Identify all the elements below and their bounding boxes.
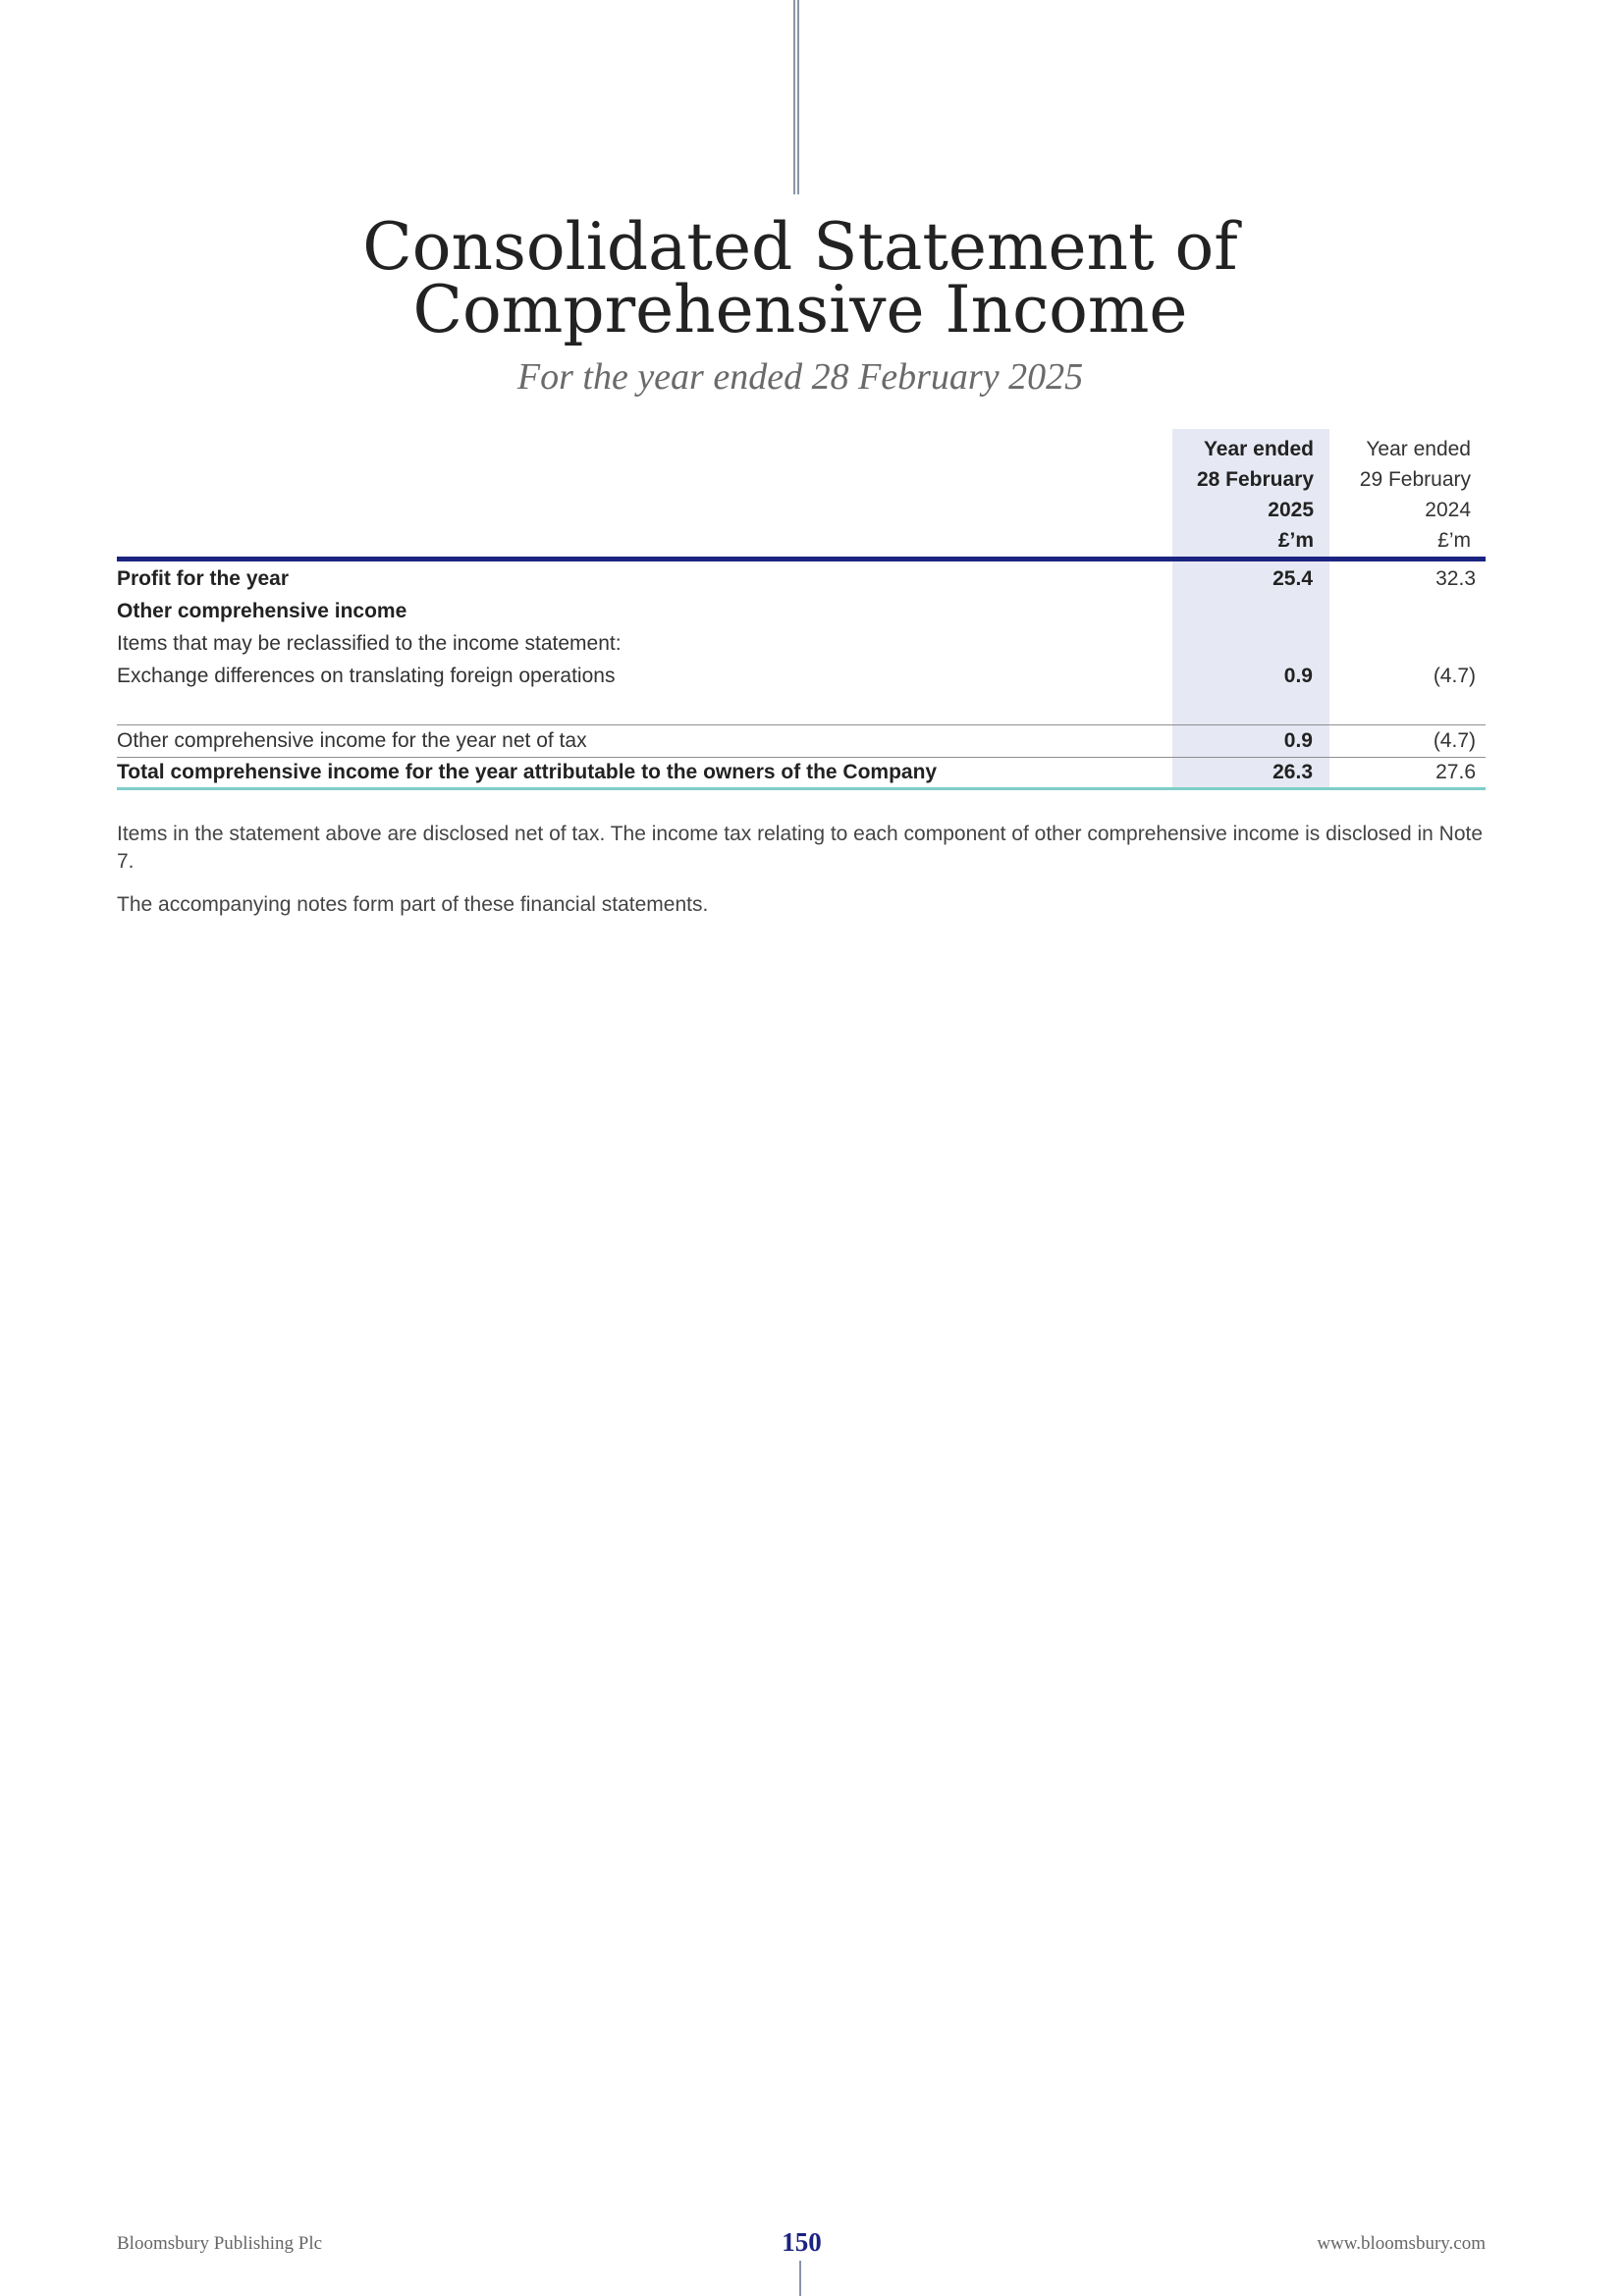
row-label-reclassified: Items that may be reclassified to the income statement: (117, 632, 622, 655)
row-value-prior-total: 27.6 (1435, 761, 1476, 783)
row-value-current-total: 26.3 (1272, 761, 1313, 783)
prior-header-line-4: £’m (1437, 529, 1471, 552)
title-line-1: Consolidated Statement of (362, 209, 1238, 285)
title-line-2: Comprehensive Income (412, 272, 1188, 347)
note-accompanying: The accompanying notes form part of these financial statements. (117, 893, 709, 916)
bottom-decorative-line (799, 2261, 801, 2296)
row-label-profit: Profit for the year (117, 567, 290, 590)
row-value-prior-oci-net: (4.7) (1433, 729, 1476, 752)
note-tax: Items in the statement above are disclosed net of tax. The income tax relating to each component of other comprehensive income is disclosed in Note 7. (117, 823, 1484, 873)
row-label-exchange: Exchange differences on translating foreign operations (117, 665, 616, 687)
current-header-line-4: £’m (1277, 529, 1314, 552)
page-number: 150 (782, 2227, 822, 2257)
row-label-total: Total comprehensive income for the year attributable to the owners of the Company (117, 761, 938, 783)
table-bottom-rule (117, 787, 1486, 790)
prior-header-line-1: Year ended (1366, 438, 1471, 460)
top-decorative-lines (793, 0, 799, 194)
page-title (0, 209, 1600, 347)
page-subtitle: For the year ended 28 February 2025 (516, 356, 1084, 398)
row-value-prior-profit: 32.3 (1435, 567, 1476, 590)
footer-company: Bloomsbury Publishing Plc (117, 2233, 323, 2254)
current-header-line-2: 28 February (1196, 468, 1314, 491)
prior-header-line-2: 29 February (1359, 468, 1471, 491)
subtotal-rule (117, 724, 1486, 725)
current-year-header (1197, 434, 1314, 556)
row-value-current-oci-net: 0.9 (1283, 729, 1313, 752)
row-label-oci-net: Other comprehensive income for the year net of tax (117, 729, 587, 752)
prior-header-line-3: 2024 (1425, 499, 1471, 521)
footer-website: www.bloomsbury.com (1317, 2233, 1486, 2254)
row-value-current-exchange: 0.9 (1283, 665, 1313, 687)
row-value-current-profit: 25.4 (1272, 567, 1313, 590)
row-label-oci-heading: Other comprehensive income (117, 600, 407, 622)
current-header-line-3: 2025 (1268, 499, 1314, 521)
prior-year-header (1360, 434, 1471, 556)
header-rule (117, 557, 1486, 561)
current-header-line-1: Year ended (1203, 438, 1314, 460)
total-rule (117, 757, 1486, 758)
row-value-prior-exchange: (4.7) (1433, 665, 1476, 687)
